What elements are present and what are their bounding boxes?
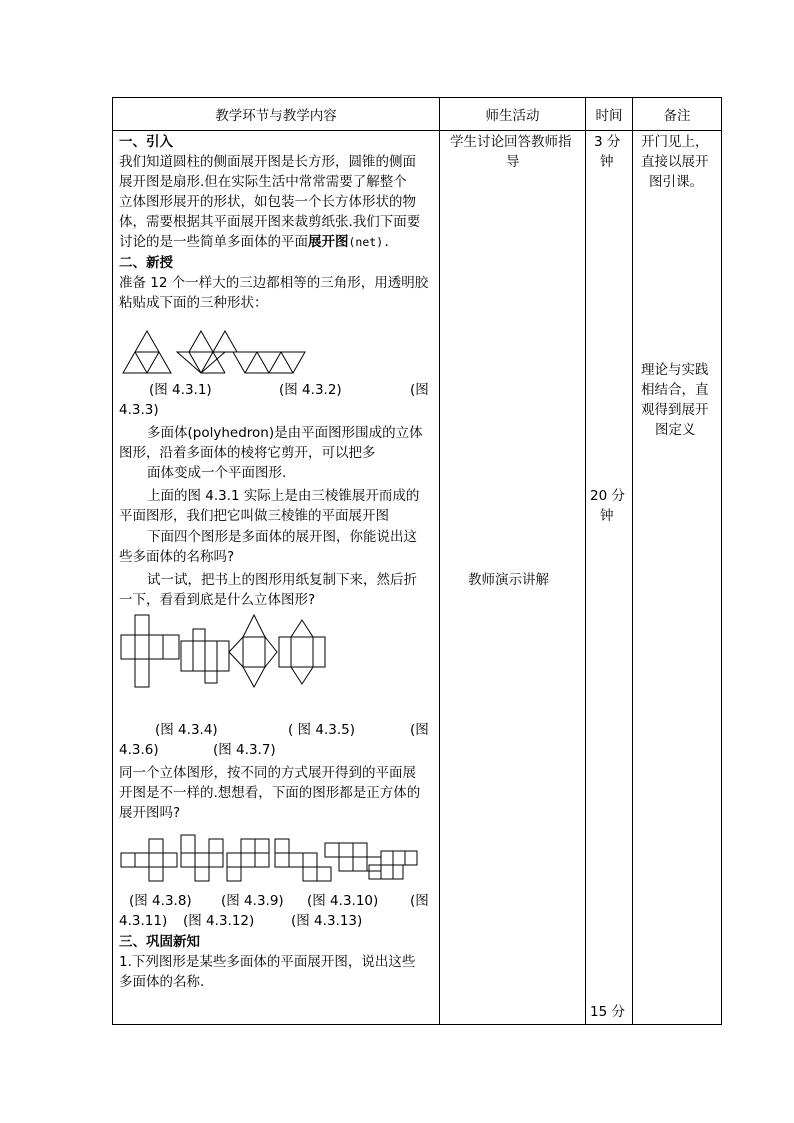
figure-4-3-11	[275, 839, 331, 881]
caption: 4.3.6)	[119, 742, 159, 758]
note-text: 图定义	[655, 422, 696, 438]
time-text: 钟	[600, 154, 614, 170]
figure-4-3-5	[181, 629, 229, 683]
note-text: 观得到展开	[641, 402, 709, 418]
note-text: 理论与实践	[641, 362, 709, 378]
figure-4-3-9	[181, 835, 223, 881]
note-text: 开门见上，	[641, 134, 709, 150]
text-line: 试一试，把书上的图形用纸复制下来，然后折	[147, 572, 417, 588]
note-text: 相结合，直	[641, 382, 709, 398]
text-line: 下面四个图形是多面体的展开图，你能说出这	[147, 529, 417, 545]
figure-4-3-8	[121, 839, 177, 881]
activity-text: 学生讨论回答教师指	[450, 134, 572, 150]
figure-4-3-4	[121, 615, 179, 687]
caption: (图	[410, 382, 429, 398]
text-span: 讨论的是一些简单多面体的平面	[119, 234, 308, 250]
caption: ( 图 4.3.5)	[288, 722, 355, 738]
note-text: 图引课。	[649, 174, 703, 190]
term-net: 展开图	[308, 234, 349, 250]
text-line: 面体变成一个平面图形.	[147, 465, 287, 481]
header-content: 教学环节与教学内容	[113, 98, 440, 131]
text-line: 平面图形，我们把它叫做三棱锥的平面展开图	[119, 508, 389, 524]
header-row	[113, 98, 722, 131]
text-line: 一下，看看到底是什么立体图形?	[119, 592, 316, 608]
text-line	[119, 232, 390, 252]
caption: 4.3.11)	[119, 913, 168, 929]
text-line: 图形，沿着多面体的棱将它剪开，可以把多	[119, 445, 376, 461]
figure-4-3-10	[227, 839, 269, 881]
body-row	[113, 131, 722, 1025]
note-text: 直接以展开	[641, 154, 709, 170]
time-text: 钟	[600, 508, 614, 524]
text-line: 多面体(polyhedron)是由平面图形围成的立体	[147, 425, 423, 441]
caption: (图 4.3.8)	[129, 893, 192, 909]
caption: (图 4.3.12)	[183, 913, 255, 929]
text-line: 上面的图 4.3.1 实际上是由三棱锥展开而成的	[147, 488, 420, 504]
figure-4-3-1	[123, 331, 171, 373]
time-text: 20 分	[590, 488, 625, 504]
text-line: 展开图是扇形.但在实际生活中常常需要了解整个	[119, 174, 407, 190]
caption: (图 4.3.1)	[149, 382, 212, 398]
content-cell	[113, 131, 440, 1025]
figure-4-3-13	[369, 851, 417, 879]
text-line: 同一个立体图形，按不同的方式展开得到的平面展	[119, 765, 416, 781]
text-line: 我们知道圆柱的侧面展开图是长方形，圆锥的侧面	[119, 154, 416, 170]
section-intro-title: 一、引入	[119, 134, 173, 150]
figure-4-3-6	[229, 615, 277, 687]
cube-nets-figure	[119, 835, 419, 883]
polyhedron-nets-figure	[119, 615, 349, 687]
caption: 4.3.3)	[119, 402, 159, 418]
text-line: 展开图吗?	[119, 805, 181, 821]
text-line: 立体图形展开的形状，如包装一个长方体形状的物	[119, 194, 416, 210]
time-cell	[586, 131, 633, 1025]
activity-cell	[440, 131, 586, 1025]
section-consolidate-title: 三、巩固新知	[119, 934, 200, 950]
caption: (图	[410, 893, 429, 909]
header-activity: 师生活动	[440, 98, 586, 131]
time-text: 3 分	[594, 134, 621, 150]
caption: (图 4.3.7)	[213, 742, 276, 758]
caption: (图 4.3.13)	[291, 913, 363, 929]
triangle-nets-figure	[121, 325, 311, 375]
figure-4-3-12	[325, 843, 381, 871]
time-text: 15 分	[590, 1004, 625, 1020]
caption: (图 4.3.9)	[221, 893, 284, 909]
text-line: 些多面体的名称吗?	[119, 549, 235, 565]
text-line: 准备 12 个一样大的三边都相等的三角形，用透明胶	[119, 275, 429, 291]
caption: (图	[410, 722, 429, 738]
figure-4-3-3	[233, 352, 305, 373]
header-time: 时间	[586, 98, 633, 131]
text-span: (net).	[348, 235, 391, 249]
header-notes: 备注	[633, 98, 722, 131]
section-new-title: 二、新授	[119, 255, 173, 271]
notes-cell	[633, 131, 722, 1025]
caption: (图 4.3.4)	[155, 722, 218, 738]
caption: (图 4.3.2)	[279, 382, 342, 398]
text-line: 体，需要根据其平面展开图来裁剪纸张.我们下面要	[119, 214, 421, 230]
text-line: 1.下列图形是某些多面体的平面展开图，说出这些	[119, 954, 416, 970]
figure-4-3-2	[177, 331, 237, 373]
figure-4-3-7	[279, 620, 325, 684]
text-line: 粘贴成下面的三种形状：	[119, 295, 268, 311]
text-line: 多面体的名称.	[119, 974, 205, 990]
activity-text: 导	[506, 154, 520, 170]
lesson-table	[112, 97, 722, 1025]
text-line: 开图是不一样的.想想看，下面的图形都是正方体的	[119, 785, 421, 801]
activity-text: 教师演示讲解	[468, 572, 549, 588]
caption: (图 4.3.10)	[307, 893, 379, 909]
